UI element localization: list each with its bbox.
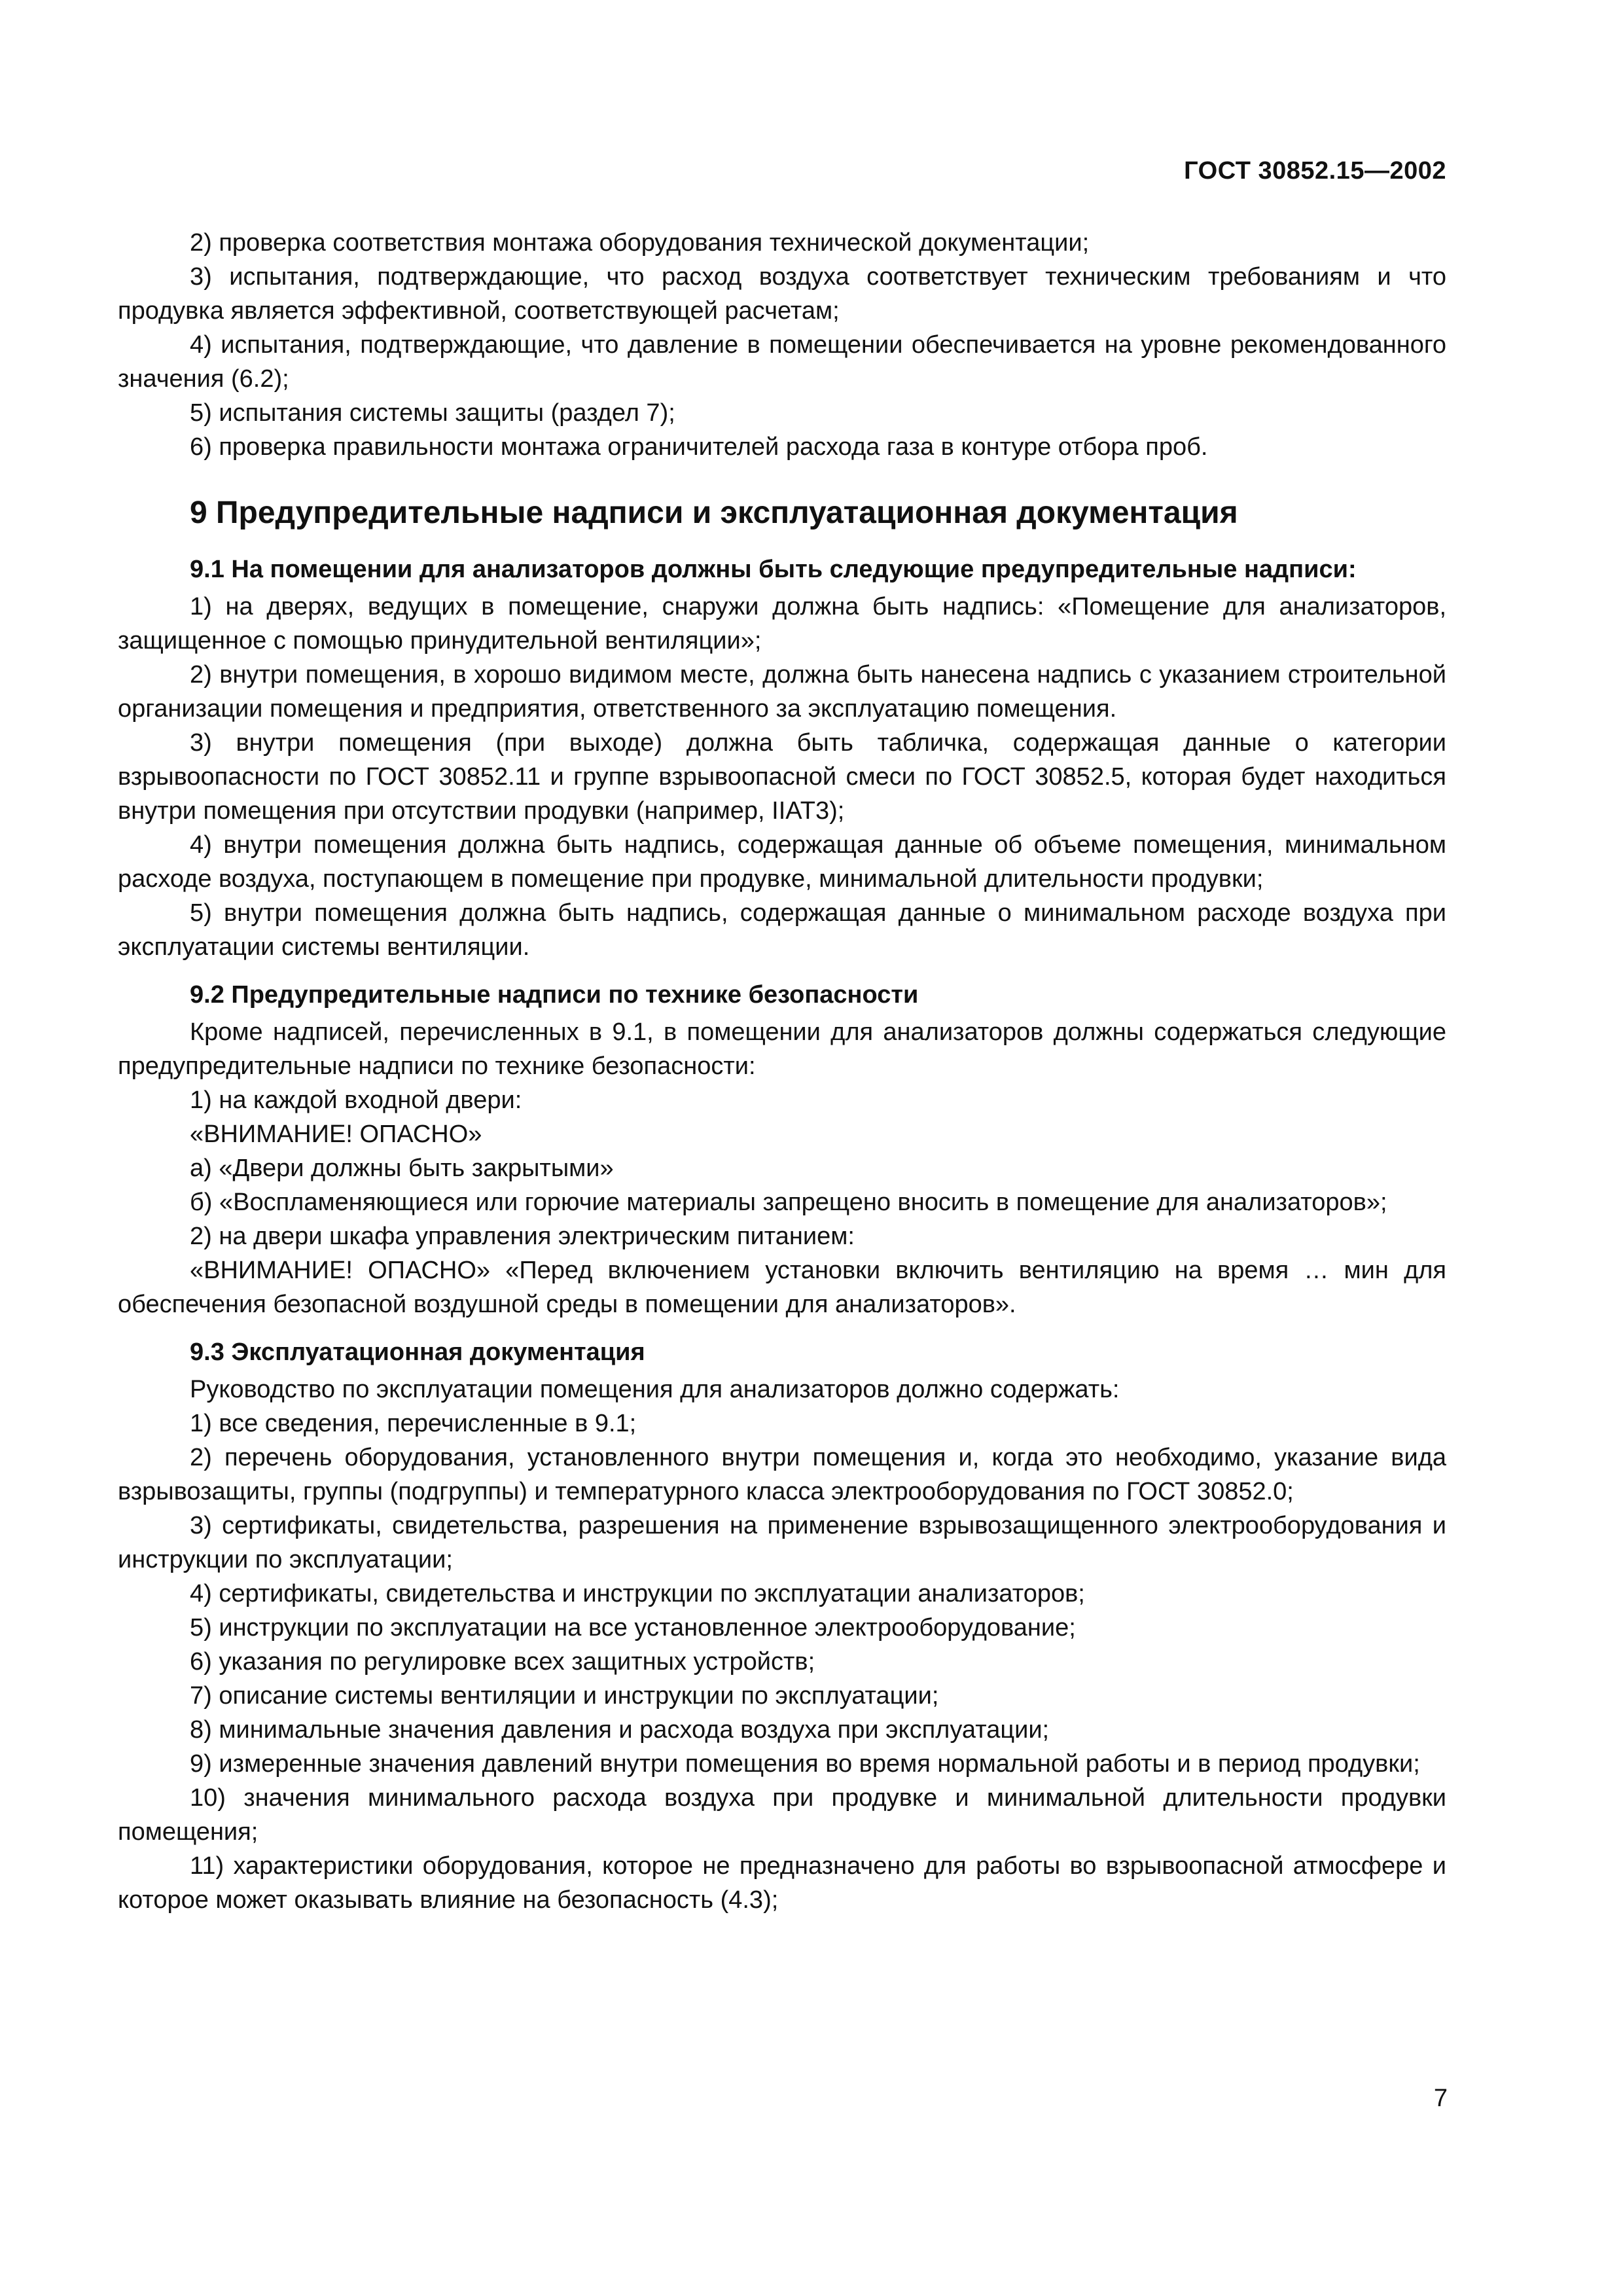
section-9-heading: 9 Предупредительные надписи и эксплуатационная документация	[190, 495, 1238, 530]
list-item: 6) указания по регулировке всех защитных устройств;	[190, 1648, 815, 1676]
list-item: 3) испытания, подтверждающие, что расход воздуха соответствует техническим требованиям и что продувка является эффективной, соответствующей расчетам;	[118, 263, 1446, 325]
page-content	[118, 226, 1446, 1917]
list-item: 1) все сведения, перечисленные в 9.1;	[190, 1410, 637, 1437]
list-item: 5) внутри помещения должна быть надпись, содержащая данные о минимальном расходе воздуха при эксплуатации системы вентиляции.	[118, 899, 1446, 961]
list-item: 11) характеристики оборудования, которое не предназначено для работы во взрывоопасной атмосфере и которое может оказывать влияние на безопасность (4.3);	[118, 1852, 1446, 1914]
list-item: 1) на каждой входной двери:	[190, 1086, 522, 1114]
list-item: 3) внутри помещения (при выходе) должна быть табличка, содержащая данные о категории взрывоопасности по ГОСТ 30852.11 и группе взрывоопасной смеси по ГОСТ 30852.5, которая будет находиться внутри помещения при отсутствии продувки (например, IIAT3);	[118, 729, 1446, 825]
list-item: 1) на дверях, ведущих в помещение, снаружи должна быть надпись: «Помещение для анализаторов, защищенное с помощью принудительной вентиляции»;	[118, 593, 1446, 655]
subsection-9-2-heading: 9.2 Предупредительные надписи по технике безопасности	[190, 981, 919, 1009]
list-item: 2) на двери шкафа управления электрическим питанием:	[190, 1223, 855, 1250]
warning-text: «ВНИМАНИЕ! ОПАСНО» «Перед включением установки включить вентиляцию на время … мин для обеспечения безопасной воздушной среды в помещении для анализаторов».	[118, 1257, 1446, 1318]
list-item: 5) инструкции по эксплуатации на все установленное электрооборудование;	[190, 1614, 1076, 1641]
list-item: 6) проверка правильности монтажа ограничителей расхода газа в контуре отбора проб.	[190, 433, 1208, 461]
list-item: 2) внутри помещения, в хорошо видимом месте, должна быть нанесена надпись с указанием строительной организации помещения и предприятия, ответственного за эксплуатацию помещения.	[118, 661, 1446, 723]
list-item: а) «Двери должны быть закрытыми»	[190, 1155, 614, 1182]
paragraph: Руководство по эксплуатации помещения для анализаторов должно содержать:	[190, 1376, 1120, 1403]
list-item: 3) сертификаты, свидетельства, разрешения на применение взрывозащищенного электрооборудования и инструкции по эксплуатации;	[118, 1512, 1446, 1573]
list-item: 8) минимальные значения давления и расхода воздуха при эксплуатации;	[190, 1716, 1050, 1744]
subsection-9-3-heading: 9.3 Эксплуатационная документация	[190, 1338, 645, 1366]
paragraph: Кроме надписей, перечисленных в 9.1, в помещении для анализаторов должны содержаться следующие предупредительные надписи по технике безопасности:	[118, 1018, 1446, 1080]
list-item: 4) испытания, подтверждающие, что давление в помещении обеспечивается на уровне рекомендованного значения (6.2);	[118, 331, 1446, 393]
list-item: 7) описание системы вентиляции и инструкции по эксплуатации;	[190, 1682, 939, 1710]
list-item: 2) перечень оборудования, установленного внутри помещения и, когда это необходимо, указание вида взрывозащиты, группы (подгруппы) и температурного класса электрооборудования по ГОСТ 30852.0;	[118, 1444, 1446, 1505]
document-id-header: ГОСТ 30852.15—2002	[1184, 157, 1446, 185]
list-item: 9) измеренные значения давлений внутри помещения во время нормальной работы и в период продувки;	[190, 1750, 1420, 1778]
list-item: 5) испытания системы защиты (раздел 7);	[190, 399, 675, 427]
list-item: б) «Воспламеняющиеся или горючие материалы запрещено вносить в помещение для анализаторов»;	[190, 1189, 1387, 1216]
subsection-9-1-heading: 9.1 На помещении для анализаторов должны быть следующие предупредительные надписи:	[190, 556, 1357, 583]
list-item: 2) проверка соответствия монтажа оборудования технической документации;	[190, 229, 1090, 257]
list-item: 4) сертификаты, свидетельства и инструкции по эксплуатации анализаторов;	[190, 1580, 1085, 1607]
list-item: 10) значения минимального расхода воздуха при продувке и минимальной длительности продувки помещения;	[118, 1784, 1446, 1846]
list-item: 4) внутри помещения должна быть надпись, содержащая данные об объеме помещения, минимальном расходе воздуха, поступающем в помещение при продувке, минимальной длительности продувки;	[118, 831, 1446, 893]
warning-text: «ВНИМАНИЕ! ОПАСНО»	[190, 1121, 482, 1148]
page-number: 7	[1433, 2085, 1448, 2112]
